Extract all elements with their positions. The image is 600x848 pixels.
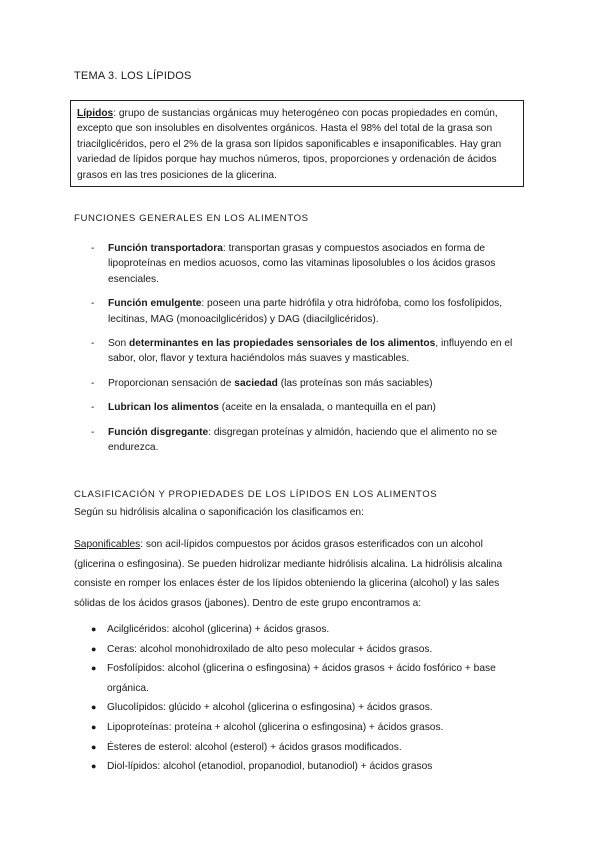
bullet-dot-icon: ● — [91, 663, 97, 674]
list-item — [91, 241, 531, 287]
saponifiables-label: Saponificables — [74, 539, 141, 550]
list-item — [91, 640, 531, 660]
list-item — [91, 698, 531, 718]
item-text: , influyendo en el sabor, olor, flavor y textura haciéndolos más suaves y masticables. — [108, 338, 513, 365]
item-text: : transportan grasas y compuestos asociados en forma de lipoproteínas en medios acuosos, como las vitaminas liposolubles o los ácidos grasos esenciales. — [108, 243, 496, 285]
bullet-dot-icon: ● — [91, 721, 97, 732]
dash-bullet: - — [91, 298, 95, 310]
definition-term: Lípidos — [77, 108, 114, 119]
item-bold: Función emulgente — [108, 298, 202, 310]
saponifiables-list — [91, 620, 531, 777]
item-text: Fosfolípidos: alcohol (glicerina o esfingosina) + ácidos grasos + ácido fosfórico + base orgánica. — [107, 663, 496, 694]
item-text: Diol-lípidos: alcohol (etanodiol, propanodiol, butanodiol) + ácidos grasos — [107, 761, 433, 773]
item-text: Ésteres de esterol: alcohol (esterol) + ácidos grasos modificados. — [107, 741, 402, 753]
bullet-dot-icon: ● — [91, 761, 97, 772]
item-text: : poseen una parte hidrófila y otra hidrófoba, como los fosfolípidos, lecitinas, MAG (monoacilglicéridos) y DAG (diacilglicéridos). — [108, 298, 503, 325]
list-item — [91, 718, 531, 738]
dash-bullet: - — [91, 338, 95, 350]
list-item — [91, 296, 531, 327]
section-heading-classification: CLASIFICACIÓN Y PROPIEDADES DE LOS LÍPIDOS EN LOS ALIMENTOS — [74, 489, 438, 500]
section-heading-functions: FUNCIONES GENERALES EN LOS ALIMENTOS — [74, 213, 309, 224]
item-text: : disgregan proteínas y almidón, haciendo que el alimento no se endurezca. — [108, 426, 498, 454]
list-item — [91, 425, 531, 456]
dash-bullet: - — [91, 426, 95, 438]
bullet-dot-icon: ● — [91, 643, 97, 654]
list-item — [91, 659, 531, 698]
item-bold: Lubrican los alimentos — [108, 402, 219, 414]
bullet-dot-icon: ● — [91, 741, 97, 752]
list-item — [91, 336, 531, 367]
classification-intro: Según su hidrólisis alcalina o saponificación los clasificamos en: — [74, 507, 364, 518]
functions-list — [91, 241, 531, 464]
definition-text: : grupo de sustancias orgánicas muy heterogéneo con pocas propiedades en común, excepto que son insolubles en disolventes orgánicos. Hasta el 98% del total de la grasa son triacilglicéridos, pero el 2% de la grasa son lípidos saponificables e insaponificables. Hay gran variedad de lípidos porque hay muchos números, tipos, proporciones y ordenación de ácidos grasos en las tres posiciones de la glicerina. — [77, 108, 502, 181]
saponifiables-text: : son acil-lípidos compuestos por ácidos grasos esterificados con un alcohol (glicerina o esfingosina). Se pueden hidrolizar mediante hidrólisis alcalina. La hidrólisis alcalina consiste en romper los enlaces éster de los lípidos obteniendo la glicerina (alcohol) y las sales sólidas de los ácidos grasos (jabones). Dentro de este grupo encontramos a: — [74, 539, 503, 609]
item-text: Proporcionan sensación de — [108, 377, 235, 389]
item-text: Ceras: alcohol monohidroxilado de alto peso molecular + ácidos grasos. — [107, 643, 433, 655]
list-item — [91, 620, 531, 640]
item-bold: Función transportadora — [108, 243, 223, 254]
item-bold: saciedad — [234, 377, 278, 389]
list-item — [91, 376, 531, 391]
item-bold: determinantes en las propiedades sensoriales de los alimentos — [128, 338, 436, 350]
item-text: Acilglicéridos: alcohol (glicerina) + ácidos grasos. — [107, 624, 330, 635]
bullet-dot-icon: ● — [91, 702, 97, 713]
list-item — [91, 757, 531, 777]
list-item — [91, 400, 531, 415]
dash-bullet: - — [91, 243, 95, 254]
item-text: Lipoproteínas: proteína + alcohol (glicerina o esfingosina) + ácidos grasos. — [107, 721, 444, 733]
item-text: (las proteínas son más saciables) — [277, 377, 433, 389]
list-item — [91, 738, 531, 758]
item-text: (aceite en la ensalada, o mantequilla en el pan) — [218, 402, 436, 414]
page-title: TEMA 3. LOS LÍPIDOS — [74, 70, 192, 82]
item-text: Son — [108, 338, 129, 350]
dash-bullet: - — [91, 377, 95, 389]
definition-box — [70, 100, 524, 187]
saponifiables-paragraph — [74, 535, 526, 613]
dash-bullet: - — [91, 402, 95, 414]
item-text: Glucolípidos: glúcido + alcohol (glicerina o esfingosina) + ácidos grasos. — [107, 702, 433, 714]
item-bold: Función disgregante — [108, 426, 209, 438]
bullet-dot-icon: ● — [91, 624, 97, 634]
